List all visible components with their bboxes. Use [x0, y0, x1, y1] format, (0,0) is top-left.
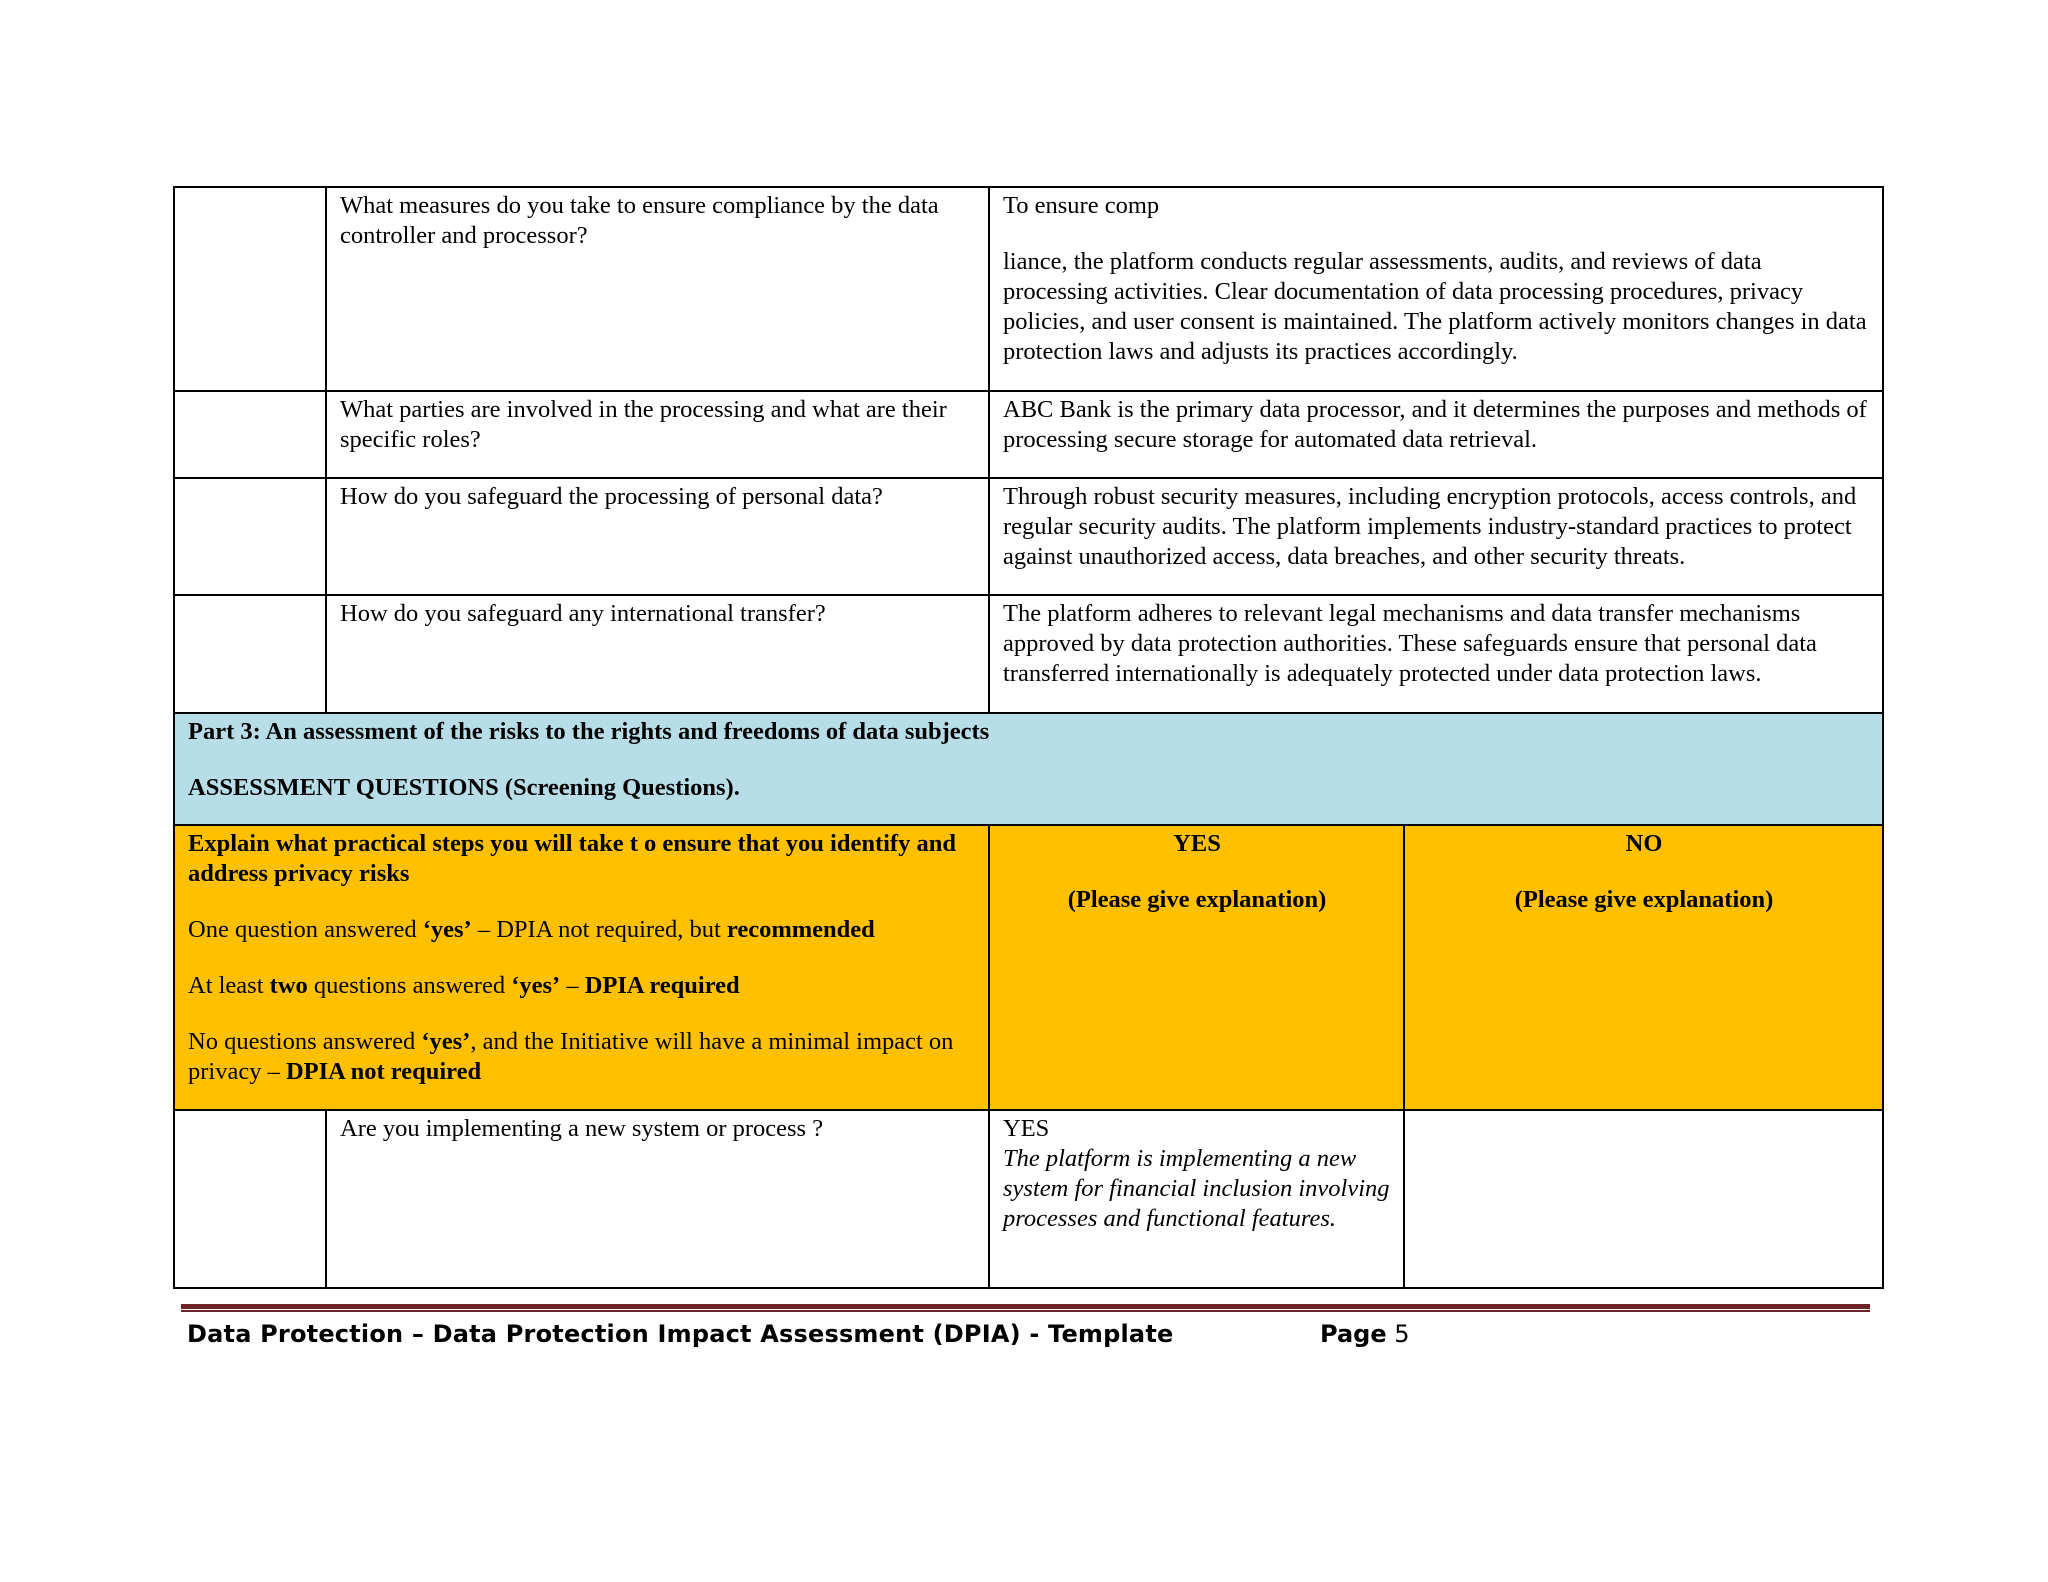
page-number: Page 5 — [1320, 1320, 1410, 1348]
criteria-line-two: At least two questions answered ‘yes’ – DPIA required — [188, 972, 740, 999]
dpia-table — [173, 186, 1884, 1289]
question-text: How do you safeguard the processing of personal data? — [340, 483, 883, 510]
yes-answer: YES — [1003, 1115, 1050, 1142]
answer-text: Through robust security measures, including encryption protocols, access controls, and regular security audits. The platform implements industry-standard practices to protect against unauthorized access, data breaches, and other security threats. — [1003, 483, 1857, 570]
question-cell — [326, 595, 989, 713]
footer-title: Data Protection – Data Protection Impact Assessment (DPIA) - Template — [187, 1320, 1174, 1348]
question-cell — [326, 391, 989, 478]
table-row — [174, 391, 1883, 478]
table-row — [174, 187, 1883, 391]
ref-cell — [174, 187, 326, 391]
table-row — [174, 478, 1883, 595]
answer-text-part2: liance, the platform conducts regular assessments, audits, and reviews of data processing activities. Clear documentation of data processing procedures, privacy policies, and user consent is maintained. The platform actively monitors changes in data protection laws and adjusts its practices accordingly. — [1003, 248, 1867, 365]
answer-cell — [989, 391, 1883, 478]
yes-cell — [989, 1110, 1404, 1288]
part3-title: Part 3: An assessment of the risks to the rights and freedoms of data subjects — [188, 718, 990, 745]
screening-question: Are you implementing a new system or process ? — [340, 1115, 824, 1142]
table-row — [174, 595, 1883, 713]
no-header-cell — [1404, 825, 1883, 1110]
ref-cell — [174, 595, 326, 713]
question-cell — [326, 478, 989, 595]
criteria-heading: Explain what practical steps you will take t o ensure that you identify and address privacy risks — [188, 830, 956, 887]
question-cell — [326, 187, 989, 391]
answer-text: ABC Bank is the primary data processor, and it determines the purposes and methods of processing secure storage for automated data retrieval. — [1003, 396, 1867, 453]
criteria-row — [174, 825, 1883, 1110]
criteria-cell — [174, 825, 989, 1110]
part3-header-row — [174, 713, 1883, 825]
screening-row — [174, 1110, 1883, 1288]
part3-subtitle: ASSESSMENT QUESTIONS (Screening Questions). — [188, 774, 740, 801]
part3-header-cell — [174, 713, 1883, 825]
yes-explanation: The platform is implementing a new system for financial inclusion involving processes and functional features. — [1003, 1145, 1390, 1232]
yes-header-cell — [989, 825, 1404, 1110]
no-label: NO — [1625, 830, 1663, 857]
answer-cell — [989, 478, 1883, 595]
answer-cell — [989, 595, 1883, 713]
ref-cell — [174, 391, 326, 478]
question-text: What parties are involved in the processing and what are their specific roles? — [340, 396, 947, 453]
yes-label: YES — [1173, 830, 1221, 857]
ref-cell — [174, 478, 326, 595]
no-cell — [1404, 1110, 1883, 1288]
criteria-line-one: One question answered ‘yes’ – DPIA not required, but recommended — [188, 916, 875, 943]
question-text: How do you safeguard any international transfer? — [340, 600, 826, 627]
yes-sublabel: (Please give explanation) — [1067, 886, 1327, 913]
no-sublabel: (Please give explanation) — [1514, 886, 1774, 913]
footer-divider — [181, 1304, 1870, 1312]
answer-cell — [989, 187, 1883, 391]
question-text: What measures do you take to ensure compliance by the data controller and processor? — [340, 192, 939, 249]
criteria-line-three: No questions answered ‘yes’, and the Initiative will have a minimal impact on privacy – DPIA not required — [188, 1028, 954, 1085]
ref-cell — [174, 1110, 326, 1288]
answer-text: The platform adheres to relevant legal mechanisms and data transfer mechanisms approved by data protection authorities. These safeguards ensure that personal data transferred internationally is adequately protected under data protection laws. — [1003, 600, 1817, 687]
answer-text-part1: To ensure comp — [1003, 192, 1160, 219]
question-cell — [326, 1110, 989, 1288]
